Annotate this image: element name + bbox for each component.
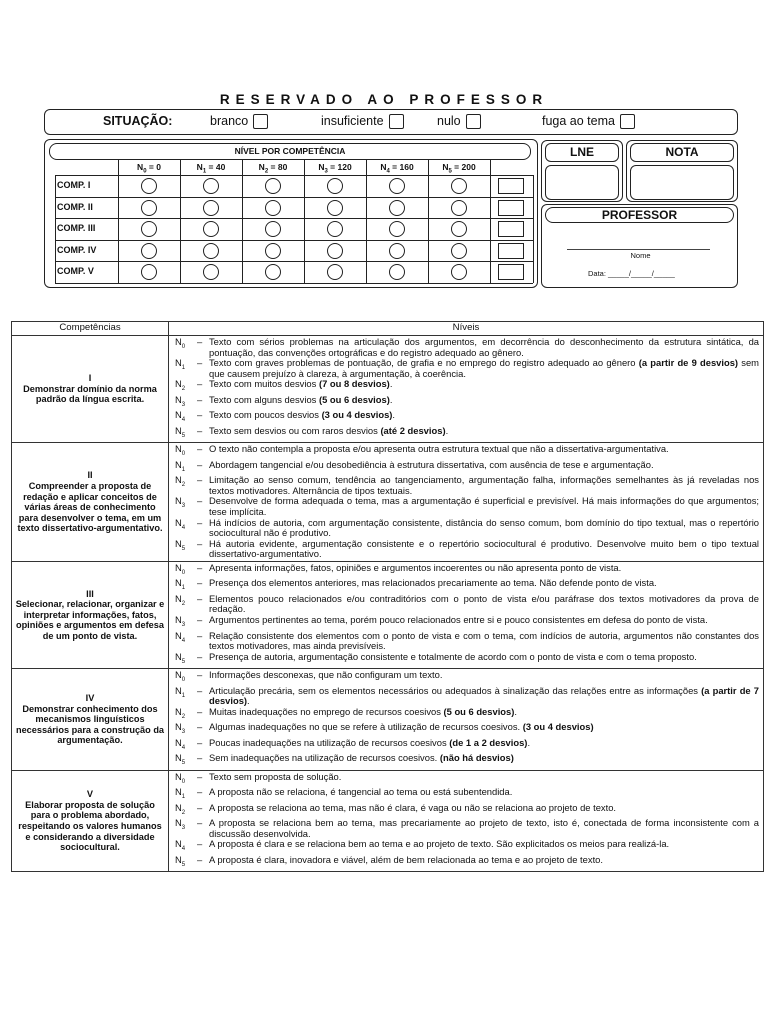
rubric-row <box>12 443 764 562</box>
competency-cell <box>12 669 169 771</box>
level-item: $N_4$ – Poucas inadequações na utilização de recursos coesivos (de 1 a 2 desvios). <box>175 736 531 751</box>
level-item: $N_1$ – Presença dos elementos anteriores, mas relacionados precariamente ao tema. Não defende ponto de vista. <box>175 577 657 592</box>
checkbox-branco[interactable] <box>253 114 268 129</box>
competency-cell <box>12 336 169 443</box>
rubric-table <box>11 321 764 872</box>
nome-label: Nome <box>630 251 651 260</box>
grade-radio-comp1-n3[interactable] <box>327 178 343 194</box>
grid-line <box>118 160 119 175</box>
competency-numeral: II <box>87 470 93 481</box>
level-item: $N_5$ – Sem inadequações na utilização de recursos coesivos. (não há desvios) <box>175 752 514 767</box>
level-item: $N_4$ – Há indícios de autoria, com argumentação consistente, distância do senso comum, bom domínio do tipo textual, mas o repertório sociocultural não é produtivo. <box>175 516 759 539</box>
levels-cell <box>169 561 764 668</box>
grade-radio-comp1-n1[interactable] <box>203 178 219 194</box>
level-item: $N_3$ – Texto com alguns desvios (5 ou 6 desvios). <box>175 393 393 408</box>
situation-box <box>44 109 738 135</box>
levels-cell <box>169 669 764 771</box>
grid-line <box>55 197 533 198</box>
grade-radio-comp4-n5[interactable] <box>451 243 467 259</box>
level-header-1: $N_1 = 40$ <box>196 162 226 175</box>
grade-radio-comp3-n1[interactable] <box>203 221 219 237</box>
grade-radio-comp3-n0[interactable] <box>141 221 157 237</box>
level-header-0: $N_0 = 0$ <box>137 162 161 175</box>
competency-text: Compreender a proposta de redação e aplicar conceitos de várias áreas de conhecimento para desenvolver o tema, em um texto dissertativo-argumentativo. <box>17 480 163 534</box>
grade-radio-comp3-n5[interactable] <box>451 221 467 237</box>
option-branco[interactable]: branco <box>210 114 268 129</box>
grade-radio-comp2-n3[interactable] <box>327 200 343 216</box>
comp-row-label: COMP. III <box>57 223 96 233</box>
grid-line <box>490 175 491 283</box>
professor-box <box>541 204 738 288</box>
grade-radio-comp5-n1[interactable] <box>203 264 219 280</box>
grade-radio-comp5-n3[interactable] <box>327 264 343 280</box>
col-niveis: Níveis <box>169 322 764 336</box>
grade-radio-comp5-n0[interactable] <box>141 264 157 280</box>
comp-score-box[interactable] <box>498 264 524 280</box>
grade-radio-comp2-n0[interactable] <box>141 200 157 216</box>
nota-label: NOTA <box>630 143 734 162</box>
grid-line <box>428 175 429 283</box>
competency-text: Demonstrar domínio da norma padrão da língua escrita. <box>23 383 157 405</box>
rubric-row <box>12 561 764 668</box>
levels-cell <box>169 443 764 562</box>
level-item: $N_0$ – Texto sem proposta de solução. <box>175 770 342 785</box>
competency-numeral: IV <box>85 692 95 703</box>
grade-radio-comp3-n4[interactable] <box>389 221 405 237</box>
grid-line <box>180 175 181 283</box>
grid-line <box>55 218 533 219</box>
comp-score-box[interactable] <box>498 243 524 259</box>
grade-grid-box <box>44 139 538 288</box>
grade-radio-comp4-n1[interactable] <box>203 243 219 259</box>
level-item: $N_2$ – Muitas inadequações no emprego de recursos coesivos (5 ou 6 desvios). <box>175 705 517 720</box>
grid-line <box>304 175 305 283</box>
checkbox-insuficiente[interactable] <box>389 114 404 129</box>
level-header-5: $N_5 = 200$ <box>442 162 476 175</box>
checkbox-nulo[interactable] <box>466 114 481 129</box>
comp-row-label: COMP. II <box>57 201 93 212</box>
comp-score-box[interactable] <box>498 200 524 216</box>
levels-cell <box>169 770 764 872</box>
grade-radio-comp3-n2[interactable] <box>265 221 281 237</box>
level-item: $N_0$ – Texto com sérios problemas na articulação dos argumentos, em decorrência do desconhecimento da estrutura sintática, da pontuação, das convenções ortográficas e do registro adequado ao gênero. <box>175 336 759 358</box>
grid-line <box>242 160 243 175</box>
professor-label: PROFESSOR <box>545 207 734 223</box>
competency-cell <box>12 443 169 562</box>
grid-line <box>242 175 243 283</box>
competency-numeral: V <box>86 789 94 800</box>
level-item: $N_4$ – Relação consistente dos elementos com o ponto de vista e com o tema, com indícios de autoria, argumentos não constantes dos textos motivadores, mas ainda previsíveis. <box>175 629 759 652</box>
grid-line <box>118 175 119 283</box>
checkbox-fuga-ao-tema[interactable] <box>620 114 635 129</box>
rubric-row <box>12 336 764 443</box>
level-item: $N_2$ – Elementos pouco relacionados e/ou contraditórios com o ponto de vista e/ou paráfrase dos textos motivadores da prova de redação. <box>175 592 759 615</box>
level-item: $N_0$ – Informações desconexas, que não configuram um texto. <box>175 669 443 684</box>
nota-input[interactable] <box>630 165 734 200</box>
level-item: $N_3$ – A proposta se relaciona bem ao tema, mas precariamente ao projeto de texto, isto é, conectada de forma inconsistente com a discussão desenvolvida. <box>175 817 759 839</box>
grid-line <box>304 160 305 175</box>
rubric-row <box>12 669 764 771</box>
level-item: $N_1$ – A proposta não se relaciona, é tangencial ao tema ou está subentendida. <box>175 786 513 801</box>
grade-radio-comp4-n4[interactable] <box>389 243 405 259</box>
level-item: $N_3$ – Argumentos pertinentes ao tema, porém pouco relacionados entre si e pouco consistentes em defesa do ponto de vista. <box>175 614 708 628</box>
grid-line <box>428 160 429 175</box>
competency-numeral: I <box>88 373 92 384</box>
competency-text: Elaborar proposta de solução para o problema abordado, respeitando os valores humanos e considerando a diversidade sociocultural. <box>18 799 162 853</box>
grade-radio-comp5-n4[interactable] <box>389 264 405 280</box>
col-competencias: Competências <box>12 322 169 336</box>
grid-line <box>366 175 367 283</box>
lne-input[interactable] <box>545 165 619 200</box>
grade-radio-comp1-n2[interactable] <box>265 178 281 194</box>
grid-line <box>533 175 534 283</box>
level-item: $N_4$ – Texto com poucos desvios (3 ou 4 desvios). <box>175 409 396 424</box>
data-field[interactable]: Data: _____/_____/_____ <box>588 269 675 278</box>
grid-line <box>366 160 367 175</box>
comp-score-box[interactable] <box>498 178 524 194</box>
grade-grid-header: NÍVEL POR COMPETÊNCIA <box>49 143 531 160</box>
grade-radio-comp5-n5[interactable] <box>451 264 467 280</box>
comp-row-label: COMP. V <box>57 266 94 276</box>
grade-radio-comp2-n1[interactable] <box>203 200 219 216</box>
level-item: $N_3$ – Algumas inadequações no que se refere à utilização de recursos coesivos. (3 ou 4 desvios) <box>175 721 594 736</box>
grade-radio-comp2-n4[interactable] <box>389 200 405 216</box>
competency-numeral: III <box>86 588 94 599</box>
level-item: $N_0$ – Apresenta informações, fatos, opiniões e argumentos incoerentes ou não apresenta ponto de vista. <box>175 561 622 576</box>
grid-line <box>55 175 533 176</box>
level-header-2: $N_2 = 80$ <box>258 162 288 175</box>
option-insuficiente[interactable]: insuficiente <box>321 114 404 129</box>
grade-grid <box>45 160 539 289</box>
level-item: $N_1$ – Abordagem tangencial e/ou desobediência à estrutura dissertativa, com ausência de tese e argumentação. <box>175 458 654 473</box>
level-item: $N_5$ – Há autoria evidente, argumentação consistente e o repertório sociocultural é produtivo. Desenvolve muito bem o tipo textual dissertativo-argumentativo. <box>175 537 759 560</box>
grid-line <box>55 240 533 241</box>
level-header-3: $N_3 = 120$ <box>318 162 352 175</box>
level-item: $N_1$ – Articulação precária, sem os elementos necessários ou adequados à sinalização das relações entre as informações (a partir de 7 desvios). <box>175 684 759 707</box>
grade-radio-comp1-n4[interactable] <box>389 178 405 194</box>
rubric-row <box>12 770 764 872</box>
lne-label: LNE <box>545 143 619 162</box>
nome-line[interactable] <box>567 249 710 250</box>
lne-box <box>541 140 623 202</box>
grid-line <box>55 175 56 283</box>
page-title: RESERVADO AO PROFESSOR <box>219 92 549 107</box>
grade-radio-comp5-n2[interactable] <box>265 264 281 280</box>
grade-radio-comp2-n5[interactable] <box>451 200 467 216</box>
competency-cell <box>12 561 169 668</box>
option-nulo[interactable]: nulo <box>437 114 481 129</box>
grade-radio-comp4-n2[interactable] <box>265 243 281 259</box>
grid-line <box>180 160 181 175</box>
competency-text: Demonstrar conhecimento dos mecanismos linguísticos necessários para a construção da argumentação. <box>15 703 165 746</box>
grade-radio-comp1-n0[interactable] <box>141 178 157 194</box>
level-item: $N_2$ – Texto com muitos desvios (7 ou 8 desvios). <box>175 378 393 393</box>
level-item: $N_4$ – A proposta é clara e se relaciona bem ao tema e ao projeto de texto. São explicitados os meios para realizá-la. <box>175 838 670 853</box>
grade-radio-comp3-n3[interactable] <box>327 221 343 237</box>
level-item: $N_2$ – A proposta se relaciona ao tema, mas não é clara, é vaga ou não se relaciona ao projeto de texto. <box>175 801 617 816</box>
grade-radio-comp4-n3[interactable] <box>327 243 343 259</box>
level-header-4: $N_4 = 160$ <box>380 162 414 175</box>
level-item: $N_5$ – Presença de autoria, argumentação consistente e totalmente de acordo com o ponto de vista e com o tema proposto. <box>175 650 697 665</box>
level-item: $N_5$ – A proposta é clara, inovadora e viável, além de bem relacionada ao tema e ao projeto de texto. <box>175 853 603 868</box>
comp-row-label: COMP. I <box>57 180 91 190</box>
comp-score-box[interactable] <box>498 221 524 237</box>
competency-cell <box>12 770 169 872</box>
level-item: $N_2$ – Limitação ao senso comum, tendência ao tangenciamento, argumentação falha, informações semelhantes às já reveladas nos textos motivadores. Alternância de tipos textuais. <box>175 474 759 496</box>
comp-row-label: COMP. IV <box>57 244 97 255</box>
level-item: $N_3$ – Desenvolve de forma adequada o tema, mas a argumentação é superficial e previsível. Há mais informações do que argumentos; tese implícita. <box>175 495 759 517</box>
level-item: $N_0$ – O texto não contempla a proposta e/ou apresenta outra estrutura textual que não a dissertativa-argumentativa. <box>175 443 669 458</box>
grade-radio-comp2-n2[interactable] <box>265 200 281 216</box>
grid-line <box>55 261 533 262</box>
level-item: $N_1$ – Texto com graves problemas de pontuação, de grafia e no emprego do registro adequado ao gênero (a partir de 9 desvios) sem que causem prejuízo à clareza, à argumentação, à coerência. <box>175 357 759 379</box>
grade-radio-comp1-n5[interactable] <box>451 178 467 194</box>
level-item: $N_5$ – Texto sem desvios ou com raros desvios (até 2 desvios). <box>175 424 449 439</box>
option-fuga-ao-tema[interactable]: fuga ao tema <box>542 114 635 129</box>
levels-cell <box>169 336 764 443</box>
nota-box <box>626 140 738 202</box>
situation-label: SITUAÇÃO: <box>103 114 173 128</box>
grid-line <box>490 160 491 175</box>
grade-radio-comp4-n0[interactable] <box>141 243 157 259</box>
competency-text: Selecionar, relacionar, organizar e interpretar informações, fatos, opiniões e argumentos em defesa de um ponto de vista. <box>15 599 165 641</box>
grid-line <box>55 283 533 284</box>
